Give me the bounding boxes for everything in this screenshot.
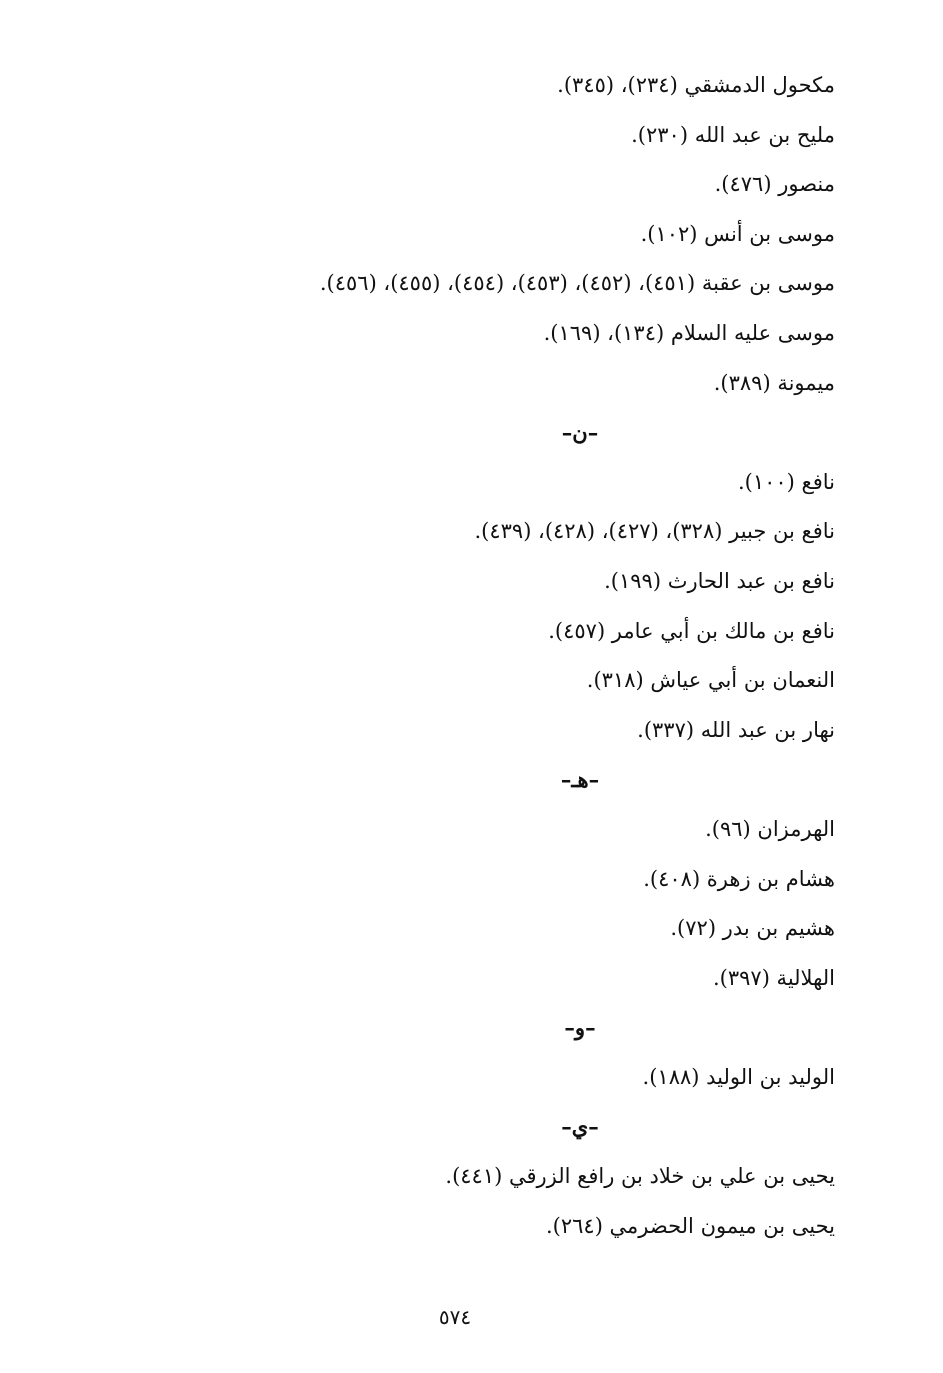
index-entry: هشيم بن بدر (٧٢). [670,916,835,941]
section-heading-label: –و– [564,1015,596,1041]
section-heading-waw [115,1003,835,1053]
index-entry: موسى بن عقبة (٤٥١)، (٤٥٢)، (٤٥٣)، (٤٥٤)، (٤٥٥)، (٤٥٦). [319,271,835,296]
index-entry: نافع (١٠٠). [737,469,835,494]
index-entries [115,61,835,1251]
section-heading-label: –ي– [561,1114,599,1140]
section-heading-label: –ن– [561,420,599,446]
index-entry: نهار بن عبد الله (٣٣٧). [637,717,835,742]
index-entry: منصور (٤٧٦). [714,172,835,197]
index-entry: يحيى بن ميمون الحضرمي (٢٦٤). [545,1213,835,1238]
index-entry: النعمان بن أبي عياش (٣١٨). [586,668,835,693]
index-entry: موسى بن أنس (١٠٢). [640,221,835,246]
index-entry: يحيى بن علي بن خلاد بن رافع الزرقي (٤٤١). [445,1164,835,1189]
index-entry: الوليد بن الوليد (١٨٨). [642,1064,835,1089]
index-entry: هشام بن زهرة (٤٠٨). [643,866,835,891]
section-heading-ha [115,755,835,805]
index-entry: نافع بن عبد الحارث (١٩٩). [604,568,835,593]
section-heading-label: –هـ– [560,767,600,793]
section-heading-ya [115,1102,835,1152]
index-entry: نافع بن جبير (٣٢٨)، (٤٢٧)، (٤٢٨)، (٤٣٩). [474,519,835,544]
index-entry: موسى عليه السلام (١٣٤)، (١٦٩). [543,320,835,345]
index-entry: نافع بن مالك بن أبي عامر (٤٥٧). [548,618,835,643]
page-number: ٥٧٤ [438,1305,472,1329]
section-heading-nun [115,408,835,458]
index-entry: الهرمزان (٩٦). [705,816,835,841]
index-entry: الهلالية (٣٩٧). [712,965,835,990]
index-entry: مكحول الدمشقي (٢٣٤)، (٣٤٥). [557,73,835,97]
index-entry: ميمونة (٣٨٩). [713,370,835,395]
index-entry: مليح بن عبد الله (٢٣٠). [631,122,835,147]
